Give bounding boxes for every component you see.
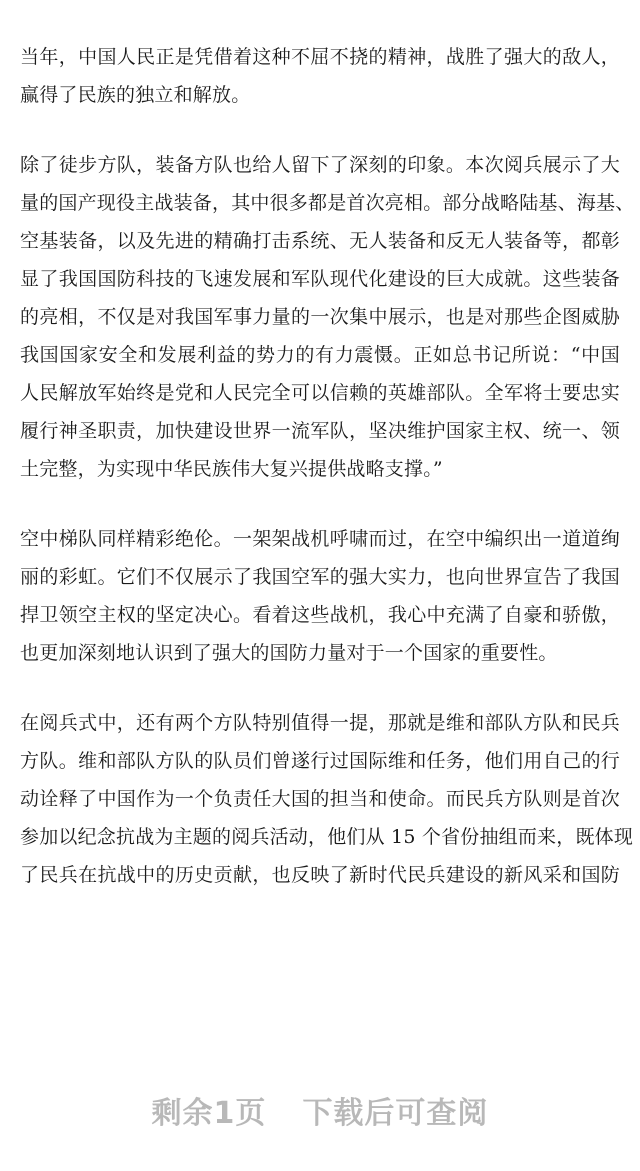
text-line: 了民兵在抗战中的历史贡献，也反映了新时代民兵建设的新风采和国防 — [20, 864, 620, 886]
text-line: 动诠释了中国作为一个负责任大国的担当和使命。而民兵方队则是首次 — [20, 788, 620, 810]
paragraph — [20, 38, 620, 114]
text-line: 方队。维和部队方队的队员们曾遂行过国际维和任务，他们用自己的行 — [20, 750, 620, 772]
text-line: 人民解放军始终是党和人民完全可以信赖的英雄部队。全军将士要忠实 — [20, 382, 620, 404]
document-body — [20, 38, 635, 926]
text-line: 也更加深刻地认识到了强大的国防力量对于一个国家的重要性。 — [20, 642, 558, 664]
text-line: 在阅兵式中，还有两个方队特别值得一提，那就是维和部队方队和民兵 — [20, 712, 620, 734]
text-line: 量的国产现役主战装备，其中很多都是首次亮相。部分战略陆基、海基、 — [20, 192, 635, 214]
text-line: 我国国家安全和发展利益的势力的有力震慑。正如总书记所说：“中国 — [20, 344, 620, 366]
text-line: 丽的彩虹。它们不仅展示了我国空军的强大实力，也向世界宣告了我国 — [20, 566, 620, 588]
text-line: 除了徒步方队，装备方队也给人留下了深刻的印象。本次阅兵展示了大 — [20, 154, 620, 176]
paragraph — [20, 520, 620, 672]
text-line: 赢得了民族的独立和解放。 — [20, 84, 251, 106]
text-line: 履行神圣职责，加快建设世界一流军队，坚决维护国家主权、统一、领 — [20, 420, 620, 442]
text-line: 当年，中国人民正是凭借着这种不屈不挠的精神，战胜了强大的敌人， — [20, 46, 620, 68]
download-to-view-label[interactable]: 下载后可查阅 — [302, 1096, 489, 1131]
text-line: 的亮相，不仅是对我国军事力量的一次集中展示，也是对那些企图威胁 — [20, 306, 620, 328]
text-line: 空中梯队同样精彩绝伦。一架架战机呼啸而过，在空中编织出一道道绚 — [20, 528, 620, 550]
text-line: 空基装备，以及先进的精确打击系统、无人装备和反无人装备等，都彰 — [20, 230, 620, 252]
text-line: 捍卫领空主权的坚定决心。看着这些战机，我心中充满了自豪和骄傲， — [20, 604, 620, 626]
remaining-pages-label[interactable]: 剩余1页 — [151, 1096, 267, 1131]
download-prompt-banner[interactable] — [0, 1088, 640, 1136]
text-line: 参加以纪念抗战为主题的阅兵活动，他们从 15 个省份抽组而来，既体现 — [20, 826, 634, 848]
text-line: 显了我国国防科技的飞速发展和军队现代化建设的巨大成就。这些装备 — [20, 268, 620, 290]
text-line: 土完整，为实现中华民族伟大复兴提供战略支撑。” — [20, 458, 443, 480]
paragraph — [20, 704, 634, 894]
paragraph — [20, 146, 635, 488]
